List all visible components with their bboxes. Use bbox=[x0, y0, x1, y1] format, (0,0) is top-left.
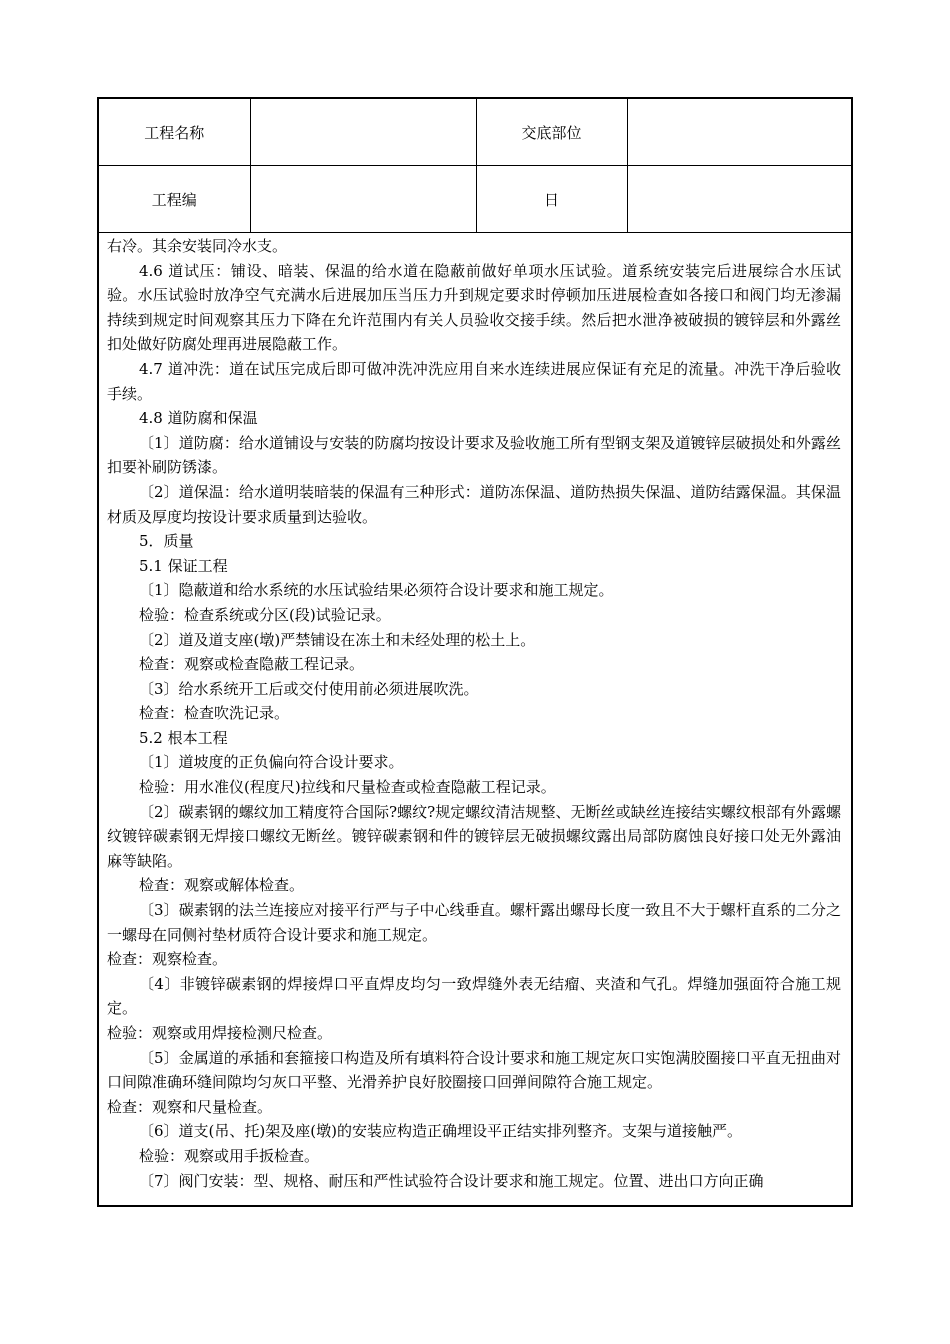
body-paragraph: 检验：用水准仪(程度尺)拉线和尺量检查或检查隐蔽工程记录。 bbox=[139, 778, 556, 797]
body-paragraph: 右冷。其余安装同冷水支。 bbox=[107, 237, 288, 255]
project-no-value bbox=[250, 166, 476, 233]
body-paragraph: 5.1 保证工程 bbox=[139, 556, 228, 575]
body-paragraph: 检验：观察或用手扳检查。 bbox=[139, 1146, 320, 1165]
header-table bbox=[99, 99, 851, 233]
body-paragraph: 检查：检查吹洗记录。 bbox=[139, 704, 290, 723]
project-no-label: 工程编 bbox=[99, 166, 250, 233]
body-paragraph: 〔1〕隐蔽道和给水系统的水压试验结果必须符合设计要求和施工规定。 bbox=[139, 581, 614, 600]
body-paragraph: 检查：观察或解体检查。 bbox=[139, 876, 305, 895]
body-paragraph: 〔2〕道保温：给水道明装暗装的保温有三种形式：道防冻保温、道防热损失保温、道防结露保温。其保温材质及厚度均按设计要求质量到达验收。 bbox=[107, 482, 841, 526]
section-label: 交底部位 bbox=[476, 99, 627, 166]
body-paragraph: 4.8 道防腐和保温 bbox=[139, 409, 258, 428]
body-paragraph: 4.7 道冲洗：道在试压完成后即可做冲洗冲洗应用自来水连续进展应保证有充足的流量。冲洗干净后验收手续。 bbox=[107, 359, 841, 403]
body-paragraph: 检验：观察或用焊接检测尺检查。 bbox=[107, 1024, 333, 1042]
body-paragraph: 检查：观察和尺量检查。 bbox=[107, 1097, 273, 1116]
date-label: 日 bbox=[476, 166, 627, 233]
disclosure-body bbox=[99, 234, 851, 1193]
body-paragraph: 〔3〕碳素钢的法兰连接应对接平行严与子中心线垂直。螺杆露出螺母长度一致且不大于螺杆直系的二分之一螺母在同侧衬垫材质符合设计要求和施工规定。 bbox=[107, 901, 841, 944]
body-paragraph: 〔7〕阀门安装：型、规格、耐压和严性试验符合设计要求和施工规定。位置、进出口方向正确 bbox=[139, 1171, 764, 1190]
body-paragraph: 检验：检查系统或分区(段)试验记录。 bbox=[139, 605, 391, 624]
body-paragraph: 〔3〕给水系统开工后或交付使用前必须进展吹洗。 bbox=[139, 679, 479, 698]
header-row bbox=[99, 166, 851, 233]
body-paragraph: 〔1〕道坡度的正负偏向符合设计要求。 bbox=[139, 753, 404, 772]
body-paragraph: 〔2〕道及道支座(墩)严禁铺设在冻土和未经处理的松土上。 bbox=[139, 630, 536, 649]
header-row bbox=[99, 99, 851, 166]
body-paragraph: 4.6 道试压：铺设、暗装、保温的给水道在隐蔽前做好单项水压试验。道系统安装完后进展综合水压试验。水压试验时放净空气充满水后进展加压当压力升到规定要求时停顿加压进展检查如各接口和阀门均无渗漏持续到规定时间观察其压力下降在允许范围内有关人员验收交接手续。然后把水泄净被破损的镀锌层和外露丝扣处做好防腐处理再进展隐蔽工作。 bbox=[107, 261, 841, 354]
body-paragraph: 检查：观察或检查隐蔽工程记录。 bbox=[139, 655, 365, 674]
body-paragraph: 〔6〕道支(吊、托)架及座(墩)的安装应构造正确埋设平正结实排列整齐。支架与道接触严。 bbox=[139, 1122, 742, 1141]
project-name-label: 工程名称 bbox=[99, 99, 250, 166]
body-paragraph: 〔4〕非镀锌碳素钢的焊接焊口平直焊皮均匀一致焊缝外表无结瘤、夹渣和气孔。焊缝加强面符合施工规定。 bbox=[107, 974, 841, 1018]
body-paragraph: 5．质量 bbox=[139, 532, 194, 551]
body-paragraph: 5.2 根本工程 bbox=[139, 728, 228, 747]
body-paragraph: 〔2〕碳素钢的螺纹加工精度符合国际?螺纹?规定螺纹清洁规整、无断丝或缺丝连接结实螺纹根部有外露螺纹镀锌碳素钢无焊接口螺纹无断丝。镀锌碳素钢和件的镀锌层无破损螺纹露出局部防腐蚀良好接口处无外露油麻等缺陷。 bbox=[107, 802, 841, 870]
body-paragraph: 〔5〕金属道的承插和套箍接口构造及所有填料符合设计要求和施工规定灰口实饱满胶圈接口平直无扭曲对口间隙准确环缝间隙均匀灰口平整、光滑养护良好胶圈接口回弹间隙符合施工规定。 bbox=[107, 1048, 841, 1092]
body-paragraph: 检查：观察检查。 bbox=[107, 950, 228, 969]
technical-disclosure-form bbox=[97, 97, 853, 1207]
section-value bbox=[627, 99, 851, 166]
body-paragraph: 〔1〕道防腐：给水道铺设与安装的防腐均按设计要求及验收施工所有型钢支架及道镀锌层破损处和外露丝扣要补刷防锈漆。 bbox=[107, 433, 841, 477]
date-value bbox=[627, 166, 851, 233]
project-name-value bbox=[250, 99, 476, 166]
